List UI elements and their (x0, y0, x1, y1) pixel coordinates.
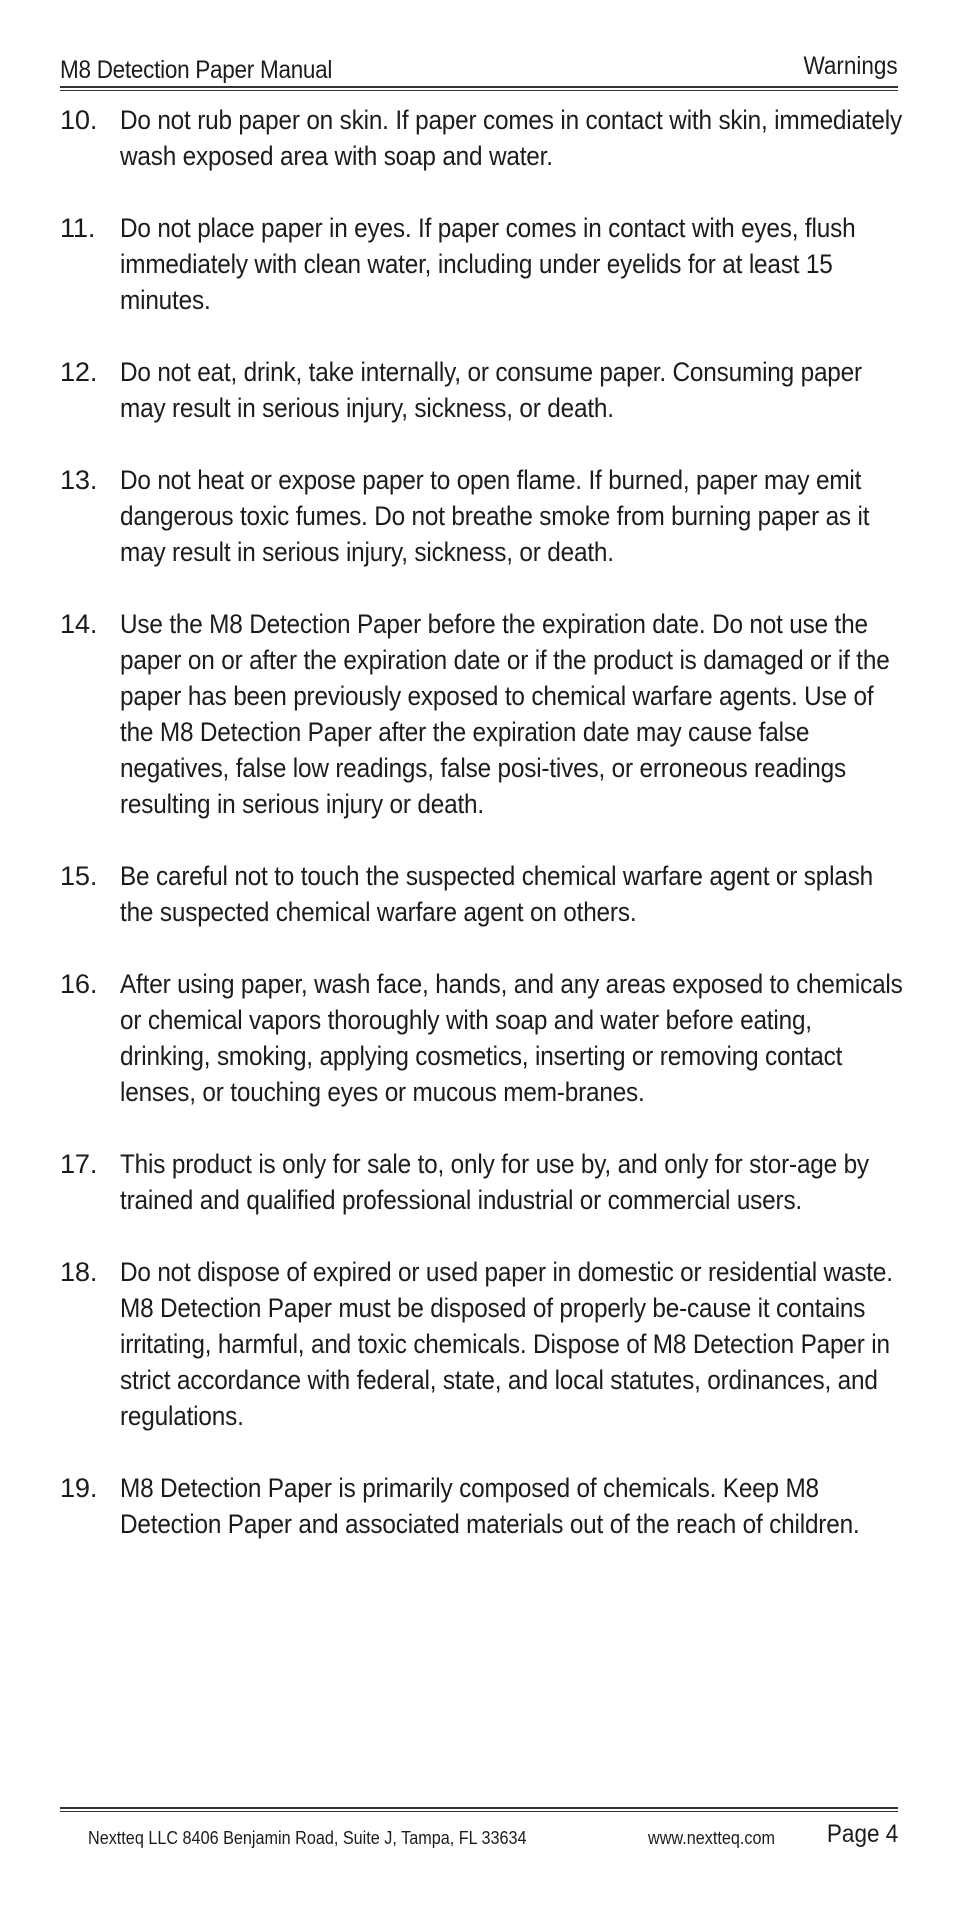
warning-text: Do not dispose of expired or used paper in domestic or residential waste. M8 Detection Paper must be disposed of properly be-cause it contains irritating, harmful, and toxic chemicals. Dispose of M8 Detection Paper in strict accordance with federal, state, and local statutes, ordinances, and regulations. (120, 1256, 893, 1431)
warning-item-10 (60, 102, 910, 174)
warning-number: 17. (60, 1148, 98, 1179)
warning-item-13 (60, 462, 910, 570)
warning-number: 12. (60, 356, 98, 387)
warning-number: 16. (60, 968, 98, 999)
warning-item-18 (60, 1254, 910, 1434)
page-header (60, 50, 898, 90)
warnings-list (60, 102, 910, 1578)
warning-item-17 (60, 1146, 910, 1218)
warning-number: 13. (60, 464, 98, 495)
warning-number: 14. (60, 608, 98, 639)
warning-number: 15. (60, 860, 98, 891)
warning-text: Do not heat or expose paper to open flame. If burned, paper may emit dangerous toxic fumes. Do not breathe smoke from burning paper as it may result in serious injury, sickness, or death. (120, 464, 870, 567)
page-number: Page 4 (826, 1820, 898, 1848)
page-footer (60, 1818, 898, 1858)
company-address: Nextteq LLC 8406 Benjamin Road, Suite J, Tampa, FL 33634 (88, 1828, 527, 1848)
warning-text: Use the M8 Detection Paper before the expiration date. Do not use the paper on or after the expiration date or if the product is damaged or if the paper has been previously exposed to chemical warfare agents. Use of the M8 Detection Paper after the expiration date may cause false negatives, false low readings, false posi-tives, or erroneous readings resulting in serious injury or death. (120, 608, 890, 819)
warning-number: 19. (60, 1472, 98, 1503)
company-website: www.nextteq.com (648, 1828, 775, 1848)
warning-number: 10. (60, 104, 98, 135)
warning-text: Do not rub paper on skin. If paper comes in contact with skin, immediately wash exposed area with soap and water. (120, 104, 903, 171)
warning-text: Do not place paper in eyes. If paper comes in contact with eyes, flush immediately with clean water, including under eyelids for at least 15 minutes. (120, 212, 856, 315)
warning-number: 11. (60, 212, 96, 243)
section-title: Warnings (803, 52, 898, 80)
header-divider (60, 86, 898, 91)
warning-text: M8 Detection Paper is primarily composed of chemicals. Keep M8 Detection Paper and associated materials out of the reach of children. (120, 1472, 860, 1539)
warning-item-11 (60, 210, 910, 318)
warning-item-15 (60, 858, 910, 930)
warning-item-12 (60, 354, 910, 426)
footer-divider (60, 1807, 898, 1812)
warning-text: Do not eat, drink, take internally, or consume paper. Consuming paper may result in serious injury, sickness, or death. (120, 356, 862, 423)
warning-text: After using paper, wash face, hands, and any areas exposed to chemicals or chemical vapors thoroughly with soap and water before eating, drinking, smoking, applying cosmetics, inserting or removing contact lenses, or touching eyes or mucous mem-branes. (120, 968, 903, 1107)
warning-number: 18. (60, 1256, 98, 1287)
warning-item-19 (60, 1470, 910, 1542)
warning-item-16 (60, 966, 910, 1110)
document-title: M8 Detection Paper Manual (60, 56, 333, 84)
warning-text: This product is only for sale to, only for use by, and only for stor-age by trained and qualified professional industrial or commercial users. (120, 1148, 869, 1215)
warning-text: Be careful not to touch the suspected chemical warfare agent or splash the suspected chemical warfare agent on others. (120, 860, 874, 927)
warning-item-14 (60, 606, 910, 822)
